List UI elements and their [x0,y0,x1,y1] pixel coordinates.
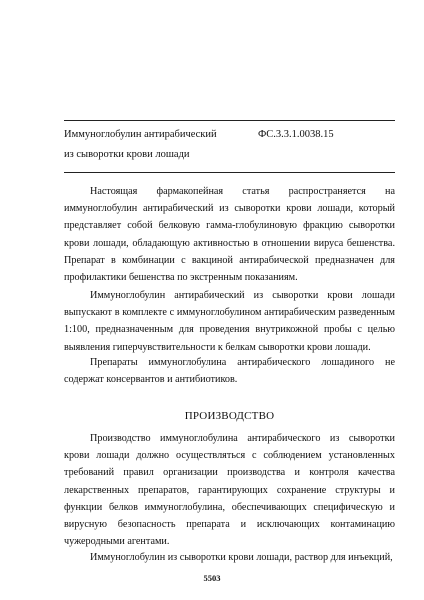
paragraph-preservatives: Препараты иммуноглобулина антирабического лошадиного не содержат консервантов и антибиотиков. [64,357,395,386]
section-heading-production: ПРОИЗВОДСТВО [184,410,275,422]
paragraph-production: Производство иммуноглобулина антирабического из сыворотки крови лошади должно осуществляться с соблюдением установленных требований правил организации производства и контроля качества лекарственных препаратов, гарантирующих сохранение структуры и функции белков иммуноглобулина, обеспечивающих специфическую и вирусную безопасность препарата и исключающих контаминацию чужеродными агентами. [64,433,395,548]
header-bottom-rule [64,172,395,173]
monograph-code: ФС.3.3.1.0038.15 [258,129,334,140]
paragraph-solution: Иммуноглобулин из сыворотки крови лошади, раствор для инъекций, [90,552,393,563]
paragraph-intro: Настоящая фармакопейная статья распространяется на иммуноглобулин антирабический из сыворотки крови лошади, который представляет собой белковую гамма-глобулиновую фракцию сыворотки крови лошади, обладающую активностью в отношении вируса бешенства. Препарат в комбинации с вакциной антирабической предназначен для профилактики бешенства по экстренным показаниям. [64,186,395,284]
page-number: 5503 [203,573,221,583]
document-title-line-1: Иммуноглобулин антирабический [64,129,217,140]
header-top-rule [64,120,395,121]
document-title-line-2: из сыворотки крови лошади [64,149,190,160]
paragraph-kit: Иммуноглобулин антирабический из сыворотки крови лошади выпускают в комплекте с иммуноглобулином антирабическим разведенным 1:100, предназначенным для проведения внутрикожной пробы с целью выявления гиперчувствительности к белкам сыворотки крови лошади. [64,290,395,353]
